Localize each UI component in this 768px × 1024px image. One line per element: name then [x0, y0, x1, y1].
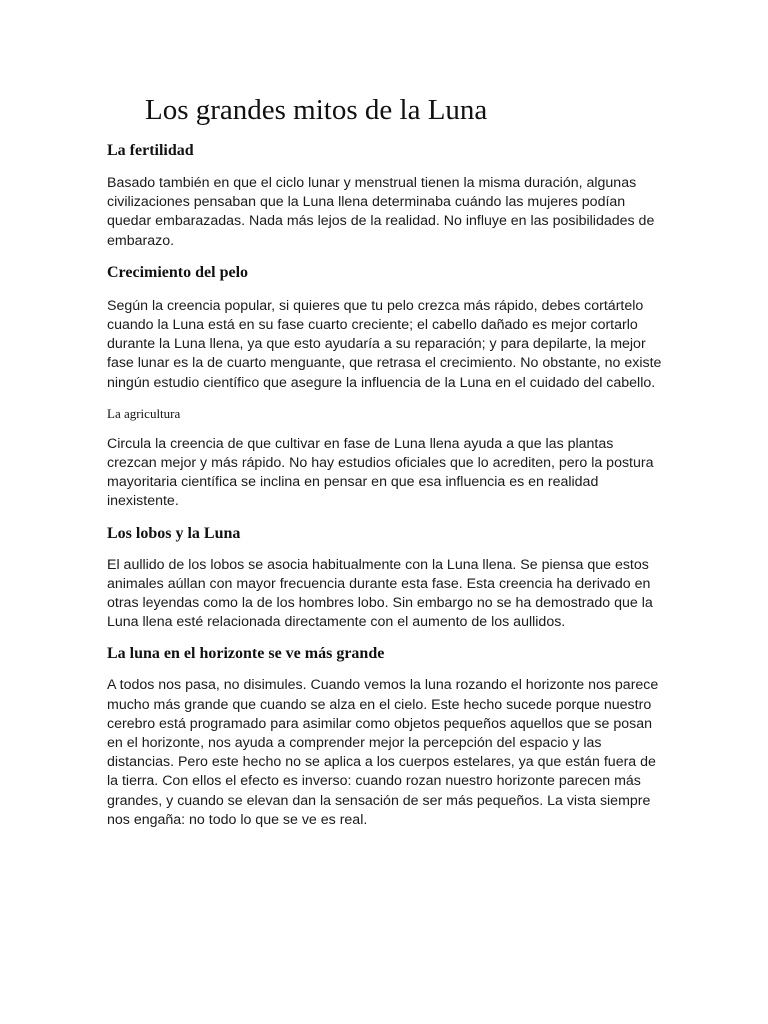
section-body-agricultura: Circula la creencia de que cultivar en fase de Luna llena ayuda a que las plantas crezcan mejor y más rápido. No hay estudios oficiales que lo acrediten, pero la postura mayoritaria científica se inclina en pensar en que esa influencia es en realidad inexistente. [107, 435, 654, 510]
section-body-horizonte: A todos nos pasa, no disimules. Cuando vemos la luna rozando el horizonte nos parece mucho más grande que cuando se alza en el cielo. Este hecho sucede porque nuestro cerebro está programado para asimilar como objetos pequeños aquellos que se posan en el horizonte, nos ayuda a comprender mejor la percepción del espacio y las distancias. Pero este hecho no se aplica a los cuerpos estelares, ya que están fuera de la tierra. Con ellos el efecto es inverso: cuando rozan nuestro horizonte parecen más grandes, y cuando se elevan dan la sensación de ser más pequeños. La vista siempre nos engaña: no todo lo que se ve es real. [107, 677, 659, 828]
section-body-fertilidad: Basado también en que el ciclo lunar y menstrual tienen la misma duración, algunas civilizaciones pensaban que la Luna llena determinaba cuándo las mujeres podían quedar embarazadas. Nada más lejos de la realidad. No influye en las posibilidades de embarazo. [107, 175, 655, 249]
section-heading-horizonte: La luna en el horizonte se ve más grande [107, 645, 385, 663]
section-heading-lobos: Los lobos y la Luna [107, 524, 241, 542]
section-body-pelo: Según la creencia popular, si quieres que tu pelo crezca más rápido, debes cortártelo cuando la Luna está en su fase cuarto creciente; el cabello dañado es mejor cortarlo durante la Luna llena, ya que esto ayudaría a su reparación; y para depilarte, la mejor fase lunar es la de cuarto menguante, que retrasa el crecimiento. No obstante, no existe ningún estudio científico que asegure la influencia de la Luna en el cuidado del cabello. [107, 297, 662, 391]
document-title: Los grandes mitos de la Luna [145, 94, 488, 126]
section-heading-fertilidad: La fertilidad [107, 142, 194, 159]
section-heading-pelo: Crecimiento del pelo [107, 263, 249, 281]
section-body-lobos: El aullido de los lobos se asocia habitualmente con la Luna llena. Se piensa que estos animales aúllan con mayor frecuencia durante esta fase. Esta creencia ha derivado en otras leyendas como la de los hombres lobo. Sin embargo no se ha demostrado que la Luna llena esté relacionada directamente con el aumento de los aullidos. [107, 556, 653, 631]
document-page [107, 92, 663, 830]
section-heading-agricultura: La agricultura [107, 405, 181, 421]
